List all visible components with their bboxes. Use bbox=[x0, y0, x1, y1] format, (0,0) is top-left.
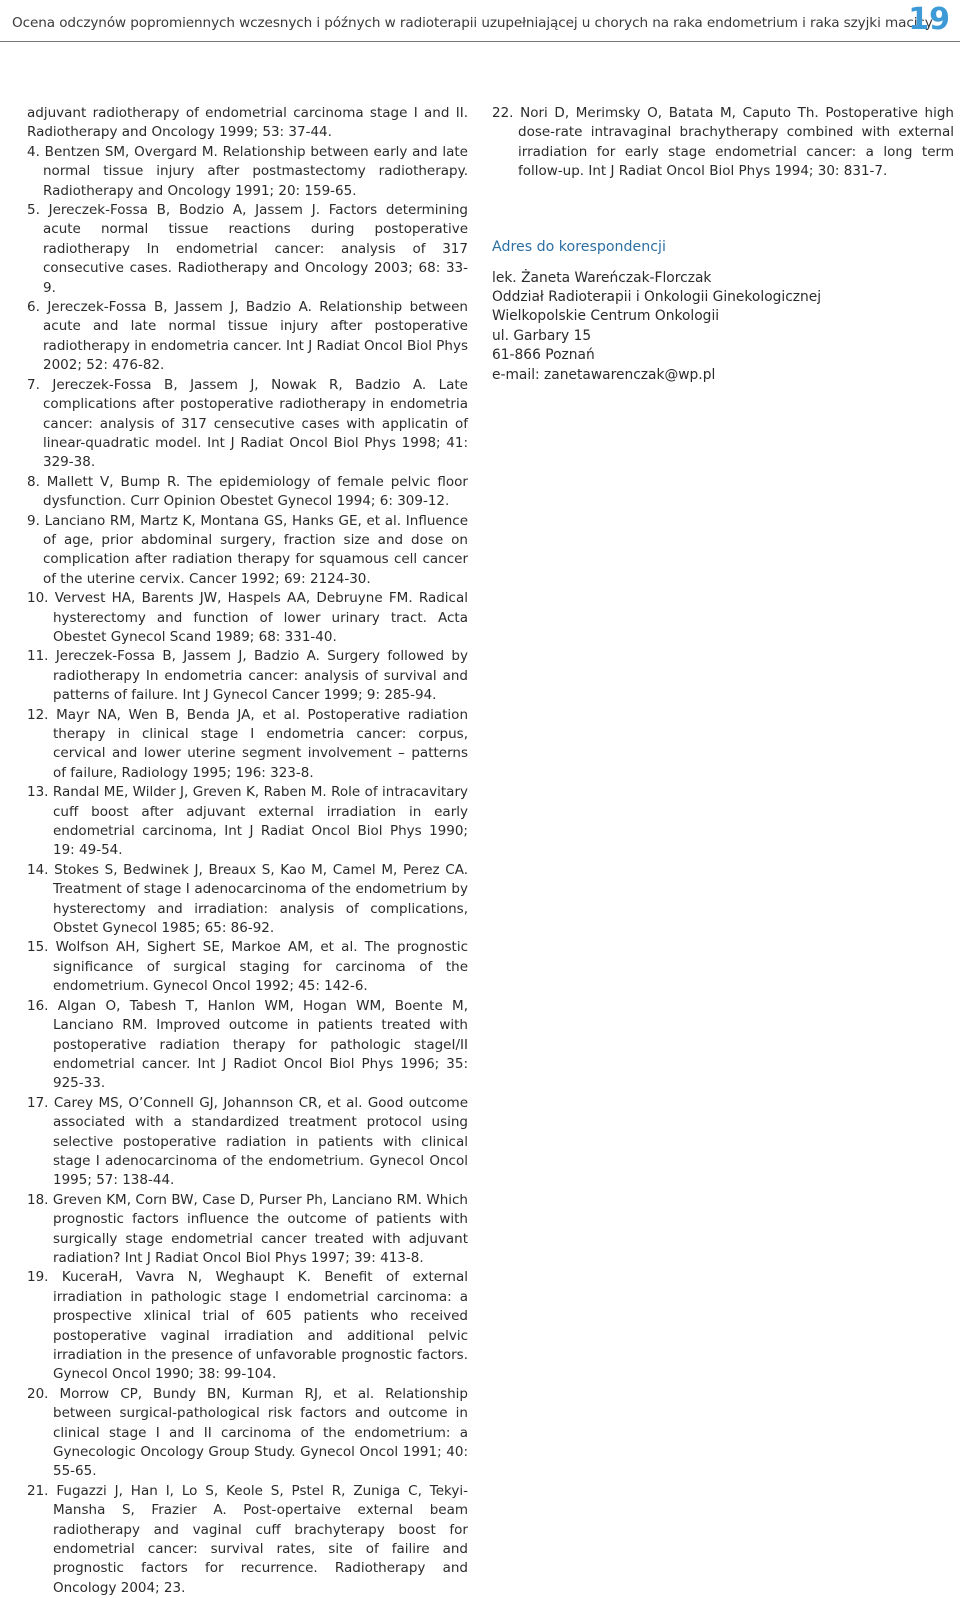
header-divider bbox=[0, 41, 960, 42]
running-title: Ocena odczynów popromiennych wczesnych i późnych w radioterapii uzupełniającej u chorych na raka endometrium i raka szyjki macicy bbox=[12, 15, 933, 31]
address-line: 61-866 Poznań bbox=[492, 347, 595, 364]
reference-item: 19. KuceraH, Vavra N, Weghaupt K. Benefit of external irradiation in pathologic stage I endometrial carcinoma: a prospective xlinical trial of 605 patients who received postoperative vaginal irradiation and additional pelvic irradiation in the presence of unfavorable prognostic factors. Gynecol Oncol 1990; 38: 99-104. bbox=[27, 1269, 468, 1383]
reference-item: 4. Bentzen SM, Overgard M. Relationship between early and late normal tissue injury after postmastectomy radiotherapy. Radiotherapy and Oncology 1991; 20: 159-65. bbox=[27, 143, 468, 199]
reference-item: 8. Mallett V, Bump R. The epidemiology of female pelvic floor dysfunction. Curr Opinion Obestet Gynecol 1994; 6: 309-12. bbox=[27, 473, 468, 510]
address-line: lek. Żaneta Wareńczak-Florczak bbox=[492, 269, 712, 286]
reference-item: 20. Morrow CP, Bundy BN, Kurman RJ, et al. Relationship between surgical-pathological risk factors and outcome in clinical stage I and II carcinoma of the endometrium: a Gynecologic Oncology Group Study. Gynecol Oncol 1991; 40: 55-65. bbox=[27, 1385, 468, 1480]
reference-item: 6. Jereczek-Fossa B, Jassem J, Badzio A. Relationship between acute and late normal tissue injury after postoperative radiotherapy in endometria cancer. Int J Radiat Oncol Biol Phys 2002; 52: 476-82. bbox=[27, 299, 468, 374]
email-address: e-mail: zanetawarenczak@wp.pl bbox=[492, 366, 716, 383]
address-line: Oddział Radioterapii i Onkologii Ginekologicznej bbox=[492, 289, 822, 306]
reference-item: 7. Jereczek-Fossa B, Jassem J, Nowak R, Badzio A. Late complications after postoperative radiotherapy in endometria cancer: analysis of 317 censecutive cases with applicatin of linear-quadratic model. Int J Radiat Oncol Biol Phys 1998; 41: 329-38. bbox=[27, 376, 468, 471]
reference-item: 12. Mayr NA, Wen B, Benda JA, et al. Postoperative radiation therapy in clinical stage I endometria cancer: corpus, cervical and lower uterine segment involvement – patterns of failure, Radiology 1995; 196: 323-8. bbox=[27, 706, 468, 781]
address-line: ul. Garbary 15 bbox=[492, 327, 592, 344]
references-left-column bbox=[27, 104, 468, 1598]
references-right-list bbox=[492, 104, 954, 182]
correspondence-address bbox=[492, 269, 954, 385]
reference-item: 15. Wolfson AH, Sighert SE, Markoe AM, et al. The prognostic significance of surgical staging for carcinoma of the endometrium. Gynecol Oncol 1992; 45: 142-6. bbox=[27, 939, 468, 995]
page-number: 19 bbox=[908, 2, 950, 37]
reference-item: 17. Carey MS, O’Connell GJ, Johannson CR, et al. Good outcome associated with a standardized treatment protocol using selective postoperative radiation in patients with clinical stage I adenocarcinoma of the endometrium. Gynecol Oncol 1995; 57: 138-44. bbox=[27, 1094, 468, 1189]
reference-item: 22. Nori D, Merimsky O, Batata M, Caputo Th. Postoperative high dose-rate intravaginal brachytherapy combined with external irradiation for early stage endometrial cancer: a long term follow-up. Int J Radiat Oncol Biol Phys 1994; 30: 831-7. bbox=[492, 105, 954, 180]
reference-item: 10. Vervest HA, Barents JW, Haspels AA, Debruyne FM. Radical hysterectomy and function of lower urinary tract. Acta Obestet Gynecol Scand 1989; 68: 331-40. bbox=[27, 590, 468, 645]
reference-item: adjuvant radiotherapy of endometrial carcinoma stage I and II. Radiotherapy and Oncology 1999; 53: 37-44. bbox=[27, 105, 468, 141]
reference-item: 11. Jereczek-Fossa B, Jassem J, Badzio A. Surgery followed by radiotherapy In endometria cancer: analysis of survival and patterns of failure. Int J Gynecol Cancer 1999; 9: 285-94. bbox=[27, 648, 468, 704]
address-line: Wielkopolskie Centrum Onkologii bbox=[492, 308, 720, 325]
reference-item: 21. Fugazzi J, Han I, Lo S, Keole S, Pstel R, Zuniga C, Tekyi-Mansha S, Frazier A. Post-opertaive external beam radiotherapy and vaginal cuff brachyterapy boost for endometrial cancer: survival rates, site of failire and prognostic factors for recurrence. Radiotherapy and Oncology 2004; 23. bbox=[27, 1482, 468, 1596]
reference-item: 18. Greven KM, Corn BW, Case D, Purser Ph, Lanciano RM. Which prognostic factors influence the outcome of patients with surgically stage endometrial cancer treated with adjuvant radiation? Int J Radiat Oncol Biol Phys 1997; 39: 413-8. bbox=[27, 1191, 468, 1266]
reference-item: 5. Jereczek-Fossa B, Bodzio A, Jassem J. Factors determining acute normal tissue reactions during postoperative radiotherapy In endometrial cancer: analysis of 317 consecutive cases. Radiotherapy and Oncology 2003; 68: 33-9. bbox=[27, 202, 468, 296]
reference-item: 16. Algan O, Tabesh T, Hanlon WM, Hogan WM, Boente M, Lanciano RM. Improved outcome in patients treated with postoperative radiation therapy for pathologic stageI/II endometrial cancer. Int J Radiot Oncol Biol Phys 1996; 35: 925-33. bbox=[27, 997, 468, 1092]
right-column bbox=[492, 104, 954, 385]
reference-item: 13. Randal ME, Wilder J, Greven K, Raben M. Role of intracavitary cuff boost after adjuvant external irradiation in early endometrial carcinoma, Int J Radiat Oncol Biol Phys 1990; 19: 49-54. bbox=[27, 784, 468, 859]
reference-item: 14. Stokes S, Bedwinek J, Breaux S, Kao M, Camel M, Perez CA. Treatment of stage I adenocarcinoma of the endometrium by hysterectomy and irradiation: analysis of complications, Obstet Gynecol 1985; 65: 86-92. bbox=[27, 861, 468, 937]
correspondence-heading: Adres do korespondencji bbox=[492, 238, 666, 255]
running-header bbox=[0, 0, 960, 44]
reference-item: 9. Lanciano RM, Martz K, Montana GS, Hanks GE, et al. Influence of age, prior abdominal surgery, fraction size and dose on complication after radiation therapy for squamous cell cancer of the uterine cervix. Cancer 1992; 69: 2124-30. bbox=[27, 512, 468, 587]
